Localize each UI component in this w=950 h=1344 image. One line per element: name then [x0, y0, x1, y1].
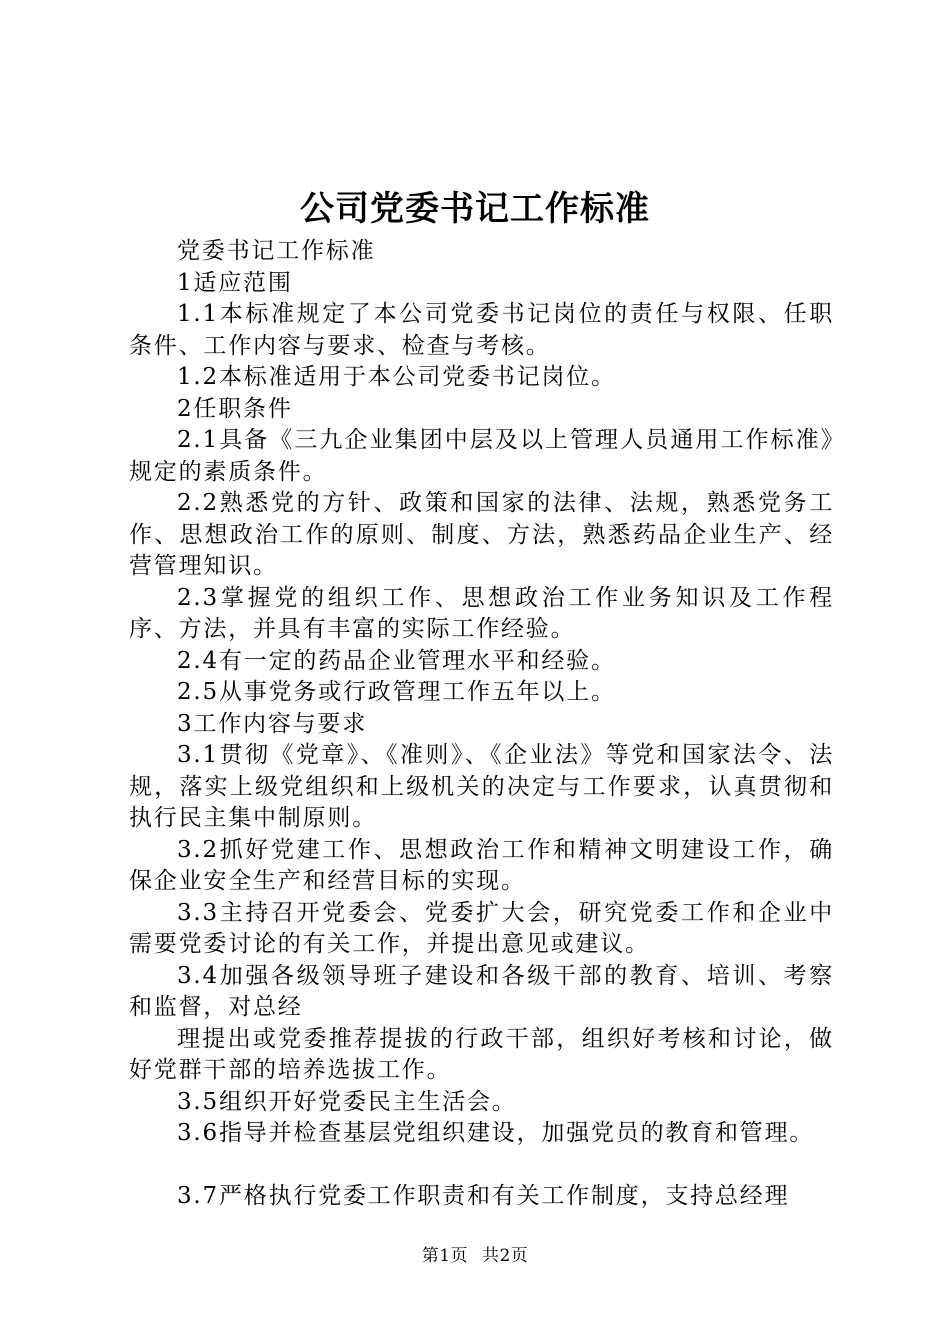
page-total: 共2页: [481, 1246, 529, 1266]
paragraph: 3.7严格执行党委工作职责和有关工作制度，支持总经理: [177, 1182, 790, 1209]
paragraph: 2.5从事党务或行政管理工作五年以上。: [177, 679, 616, 705]
paragraph: 3.2抓好党建工作、思想政治工作和精神文明建设工作，确保企业安全生产和经营目标的实现。: [129, 836, 834, 894]
page-footer: [0, 1244, 950, 1268]
paragraph: 3.4加强各级领导班子建设和各级干部的教育、培训、考察和监督，对总经: [129, 962, 834, 1020]
paragraph: 3.6指导并检查基层党组织建设，加强党员的教育和管理。: [177, 1120, 815, 1146]
paragraph: 3.5组织开好党委民主生活会。: [177, 1088, 517, 1115]
section-heading: 2任职条件: [177, 395, 293, 422]
section-heading: 1适应范围: [177, 269, 293, 296]
paragraph: 2.3掌握党的组织工作、思想政治工作业务知识及工作程序、方法，并具有丰富的实际工作经验。: [129, 584, 834, 642]
paragraph: 2.4有一定的药品企业管理水平和经验。: [177, 647, 616, 674]
paragraph: 党委书记工作标准: [177, 238, 376, 264]
paragraph: 3.3主持召开党委会、党委扩大会，研究党委工作和企业中需要党委讨论的有关工作，并提出意见或建议。: [129, 899, 834, 957]
paragraph: 3.1贯彻《党章》、《准则》、《企业法》等党和国家法令、法规，落实上级党组织和上级机关的决定与工作要求，认真贯彻和执行民主集中制原则。: [129, 742, 834, 831]
document-body: [129, 236, 834, 1212]
section-heading: 3工作内容与要求: [177, 710, 368, 737]
paragraph: 2.2熟悉党的方针、政策和国家的法律、法规，熟悉党务工作、思想政治工作的原则、制度、方法，熟悉药品企业生产、经营管理知识。: [129, 490, 834, 579]
paragraph: 1.1本标准规定了本公司党委书记岗位的责任与权限、任职条件、工作内容与要求、检查与考核。: [129, 301, 834, 359]
paragraph: 1.2本标准适用于本公司党委书记岗位。: [177, 364, 616, 390]
document-title: 公司党委书记工作标准: [300, 189, 650, 229]
paragraph: 理提出或党委推荐提拔的行政干部，组织好考核和讨论，做好党群干部的培养选拔工作。: [129, 1025, 834, 1083]
page-number: 第1页: [421, 1246, 469, 1266]
paragraph: 2.1具备《三九企业集团中层及以上管理人员通用工作标准》规定的素质条件。: [129, 427, 834, 485]
